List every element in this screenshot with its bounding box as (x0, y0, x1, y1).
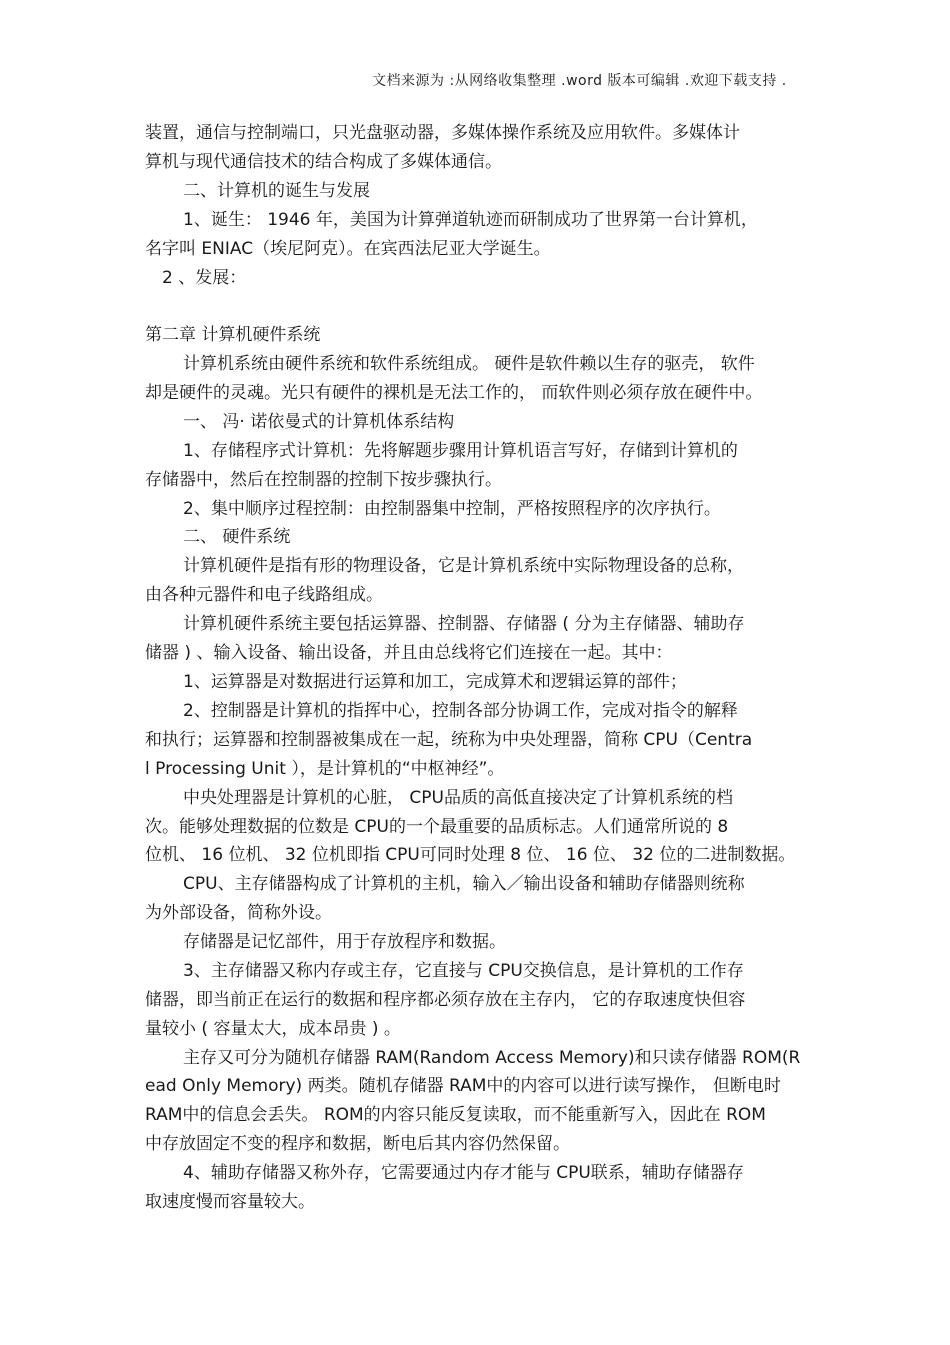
page-header-source-note: 文档来源为 :从网络收集整理 .word 版本可编辑 .欢迎下载支持 . (372, 73, 787, 89)
text-line: 3、主存储器又称内存或主存，它直接与 CPU交换信息，是计算机的工作存 (183, 961, 744, 981)
text-line: 存储器是记忆部件，用于存放程序和数据。 (183, 932, 506, 952)
text-line: 中存放固定不变的程序和数据，断电后其内容仍然保留。 (145, 1134, 570, 1154)
section-heading: 二、 硬件系统 (183, 527, 291, 547)
text-line: 1、诞生： 1946 年，美国为计算弹道轨迹而研制成功了世界第一台计算机， (183, 210, 758, 230)
text-line: 取速度慢而容量较大。 (145, 1192, 315, 1212)
chapter-title: 第二章 计算机硬件系统 (145, 325, 321, 345)
text-line: 装置，通信与控制端口，只光盘驱动器，多媒体操作系统及应用软件。多媒体计 (145, 123, 740, 143)
section-heading: 一、 冯· 诺依曼式的计算机体系结构 (183, 412, 455, 432)
text-line: 计算机系统由硬件系统和软件系统组成。 硬件是软件赖以生存的驱壳， 软件 (183, 354, 755, 374)
text-line: 2、控制器是计算机的指挥中心，控制各部分协调工作，完成对指令的解释 (183, 701, 738, 721)
text-line: 为外部设备，简称外设。 (145, 903, 332, 923)
text-line: 算机与现代通信技术的结合构成了多媒体通信。 (145, 152, 502, 172)
text-line: CPU、主存储器构成了计算机的主机，输入／输出设备和辅助存储器则统称 (183, 874, 745, 894)
text-line: 储器，即当前正在运行的数据和程序都必须存放在主存内， 它的存取速度快但容 (145, 990, 746, 1010)
text-line: 和执行；运算器和控制器被集成在一起，统称为中央处理器，简称 CPU（Centra (145, 730, 753, 750)
text-line: 1、运算器是对数据进行运算和加工，完成算术和逻辑运算的部件； (183, 672, 687, 692)
text-line: 主存又可分为随机存储器 RAM(Random Access Memory)和只读存储器 ROM(R (183, 1048, 801, 1068)
text-line: 却是硬件的灵魂。光只有硬件的裸机是无法工作的， 而软件则必须存放在硬件中。 (145, 383, 763, 403)
text-line: 次。能够处理数据的位数是 CPU的一个最重要的品质标志。人们通常所说的 8 (145, 817, 729, 837)
text-line: 4、辅助存储器又称外存，它需要通过内存才能与 CPU联系，辅助存储器存 (183, 1163, 744, 1183)
text-line: l Processing Unit ），是计算机的“中枢神经”。 (145, 759, 505, 779)
text-line: 名字叫 ENIAC（埃尼阿克）。在宾西法尼亚大学诞生。 (145, 239, 551, 259)
text-line: 位机、 16 位机、 32 位机即指 CPU可同时处理 8 位、 16 位、 32 位的二进制数据。 (145, 845, 796, 865)
text-line: 量较小 ( 容量太大，成本昂贵 ) 。 (145, 1019, 401, 1039)
section-heading: 二、计算机的诞生与发展 (183, 181, 370, 201)
text-line: 由各种元器件和电子线路组成。 (145, 585, 383, 605)
text-line: 2 、发展： (162, 268, 247, 288)
text-line: 1、存储程序式计算机：先将解题步骤用计算机语言写好，存储到计算机的 (183, 441, 738, 461)
text-line: 存储器中，然后在控制器的控制下按步骤执行。 (145, 470, 502, 490)
text-line: RAM中的信息会丢失。 ROM的内容只能反复读取，而不能重新写入，因此在 ROM (145, 1105, 766, 1125)
text-line: 计算机硬件系统主要包括运算器、控制器、存储器 ( 分为主存储器、辅助存 (183, 614, 745, 634)
text-line: 2、集中顺序过程控制：由控制器集中控制，严格按照程序的次序执行。 (183, 499, 721, 519)
text-line: 中央处理器是计算机的心脏， CPU品质的高低直接决定了计算机系统的档 (183, 788, 733, 808)
text-line: 计算机硬件是指有形的物理设备，它是计算机系统中实际物理设备的总称， (183, 556, 744, 576)
text-line: 储器 ) 、输入设备、输出设备，并且由总线将它们连接在一起。其中： (145, 643, 673, 663)
text-line: ead Only Memory) 两类。随机存储器 RAM中的内容可以进行读写操作， 但断电时 (145, 1076, 781, 1096)
